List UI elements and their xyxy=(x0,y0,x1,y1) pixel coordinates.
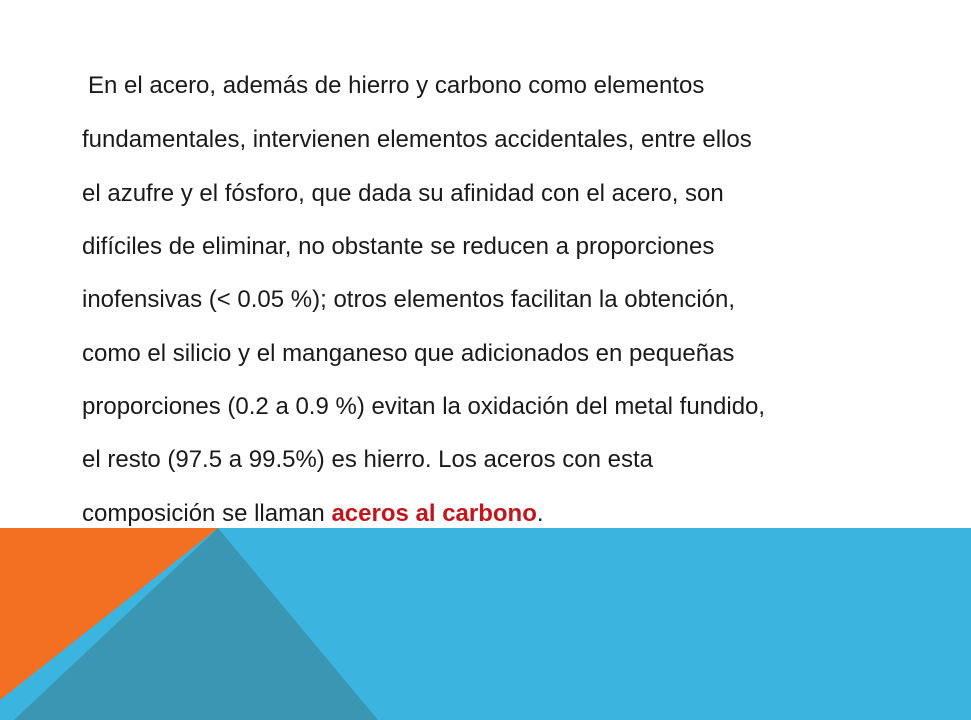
paragraph-line-3: el azufre y el fósforo, que dada su afinidad con el acero, son xyxy=(82,180,724,207)
paragraph-line-8: el resto (97.5 a 99.5%) es hierro. Los aceros con esta xyxy=(82,446,653,473)
last-line-prefix: composición se llaman xyxy=(82,500,332,527)
paragraph-line-5: inofensivas (< 0.05 %); otros elementos facilitan la obtención, xyxy=(82,286,736,313)
paragraph-line-4: difíciles de eliminar, no obstante se reducen a proporciones xyxy=(82,233,715,260)
last-line-suffix: . xyxy=(536,500,544,527)
paragraph-line-7: proporciones (0.2 a 0.9 %) evitan la oxidación del metal fundido, xyxy=(82,393,766,420)
paragraph-line-1: En el acero, además de hierro y carbono como elementos xyxy=(88,72,705,99)
paragraph-line-6: como el silicio y el manganeso que adicionados en pequeñas xyxy=(82,340,735,367)
paragraph-line-2: fundamentales, intervienen elementos accidentales, entre ellos xyxy=(82,126,752,153)
highlight-term: aceros al carbono xyxy=(331,500,537,527)
